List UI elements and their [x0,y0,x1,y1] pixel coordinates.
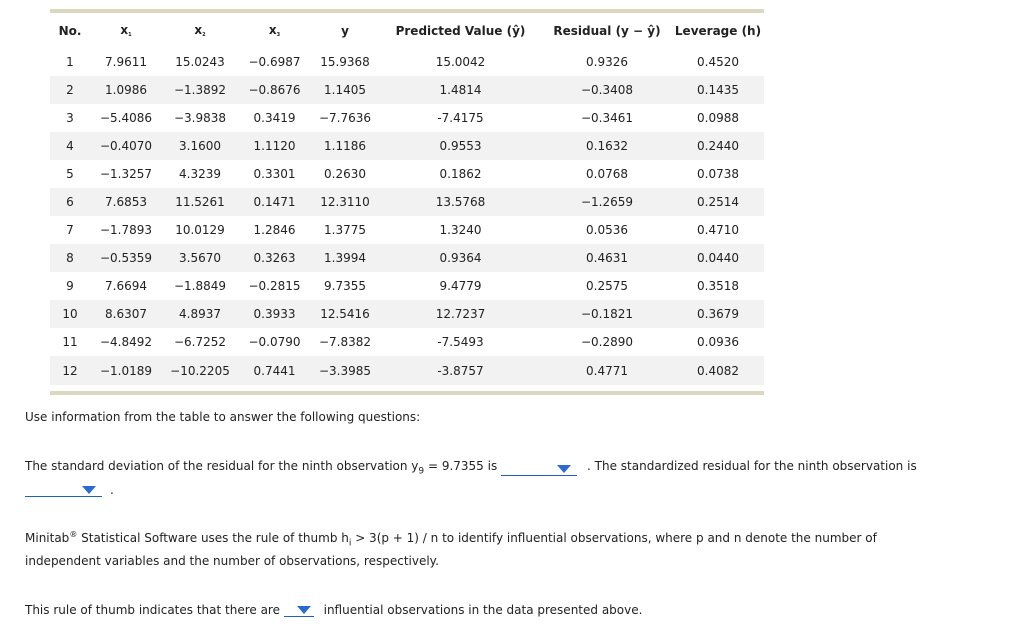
table-cell: −0.1821 [542,300,672,328]
table-cell: 1.1405 [311,76,379,104]
table-cell: 3 [66,111,74,125]
question-1-text-c: . The standardized residual for the ninth observation is [587,459,917,473]
table-cell: 0.0988 [697,111,739,125]
table-cell: 0.3263 [238,244,311,272]
table-cell: 9.4779 [439,279,482,293]
table-cell: 1.1120 [238,132,311,160]
question-1-line [25,459,917,476]
table-cell: 1.4814 [379,76,542,104]
table-cell: −1.3257 [99,167,153,181]
table-cell: 0.0936 [697,335,739,349]
table-cell: 15.0042 [435,55,486,69]
question-1-line-2 [25,482,114,497]
table-cell: 0.2440 [672,132,764,160]
table-cell: −1.7893 [99,223,153,237]
table-cell: −1.0189 [90,356,162,385]
question-1-subscript: 9 [418,466,425,477]
table-cell: 0.9553 [379,132,542,160]
question-2-subscript: i [348,538,352,549]
table-cell: 3.5670 [162,244,238,272]
table-cell: 12.3110 [311,188,379,216]
question-1-text-b: = 9.7355 is [424,459,502,473]
table-cell: −1.8849 [173,279,227,293]
table-row [50,244,764,272]
table-cell: −5.4086 [99,111,153,125]
table-cell: 0.0440 [672,244,764,272]
table-cell: 11.5261 [162,188,238,216]
table-cell: −1.3892 [162,76,238,104]
table-cell: 11 [62,335,78,349]
table-cell: 2 [50,76,90,104]
column-header [162,13,238,48]
table-cell: 1.3775 [324,223,366,237]
table-cell: 1.3994 [311,244,379,272]
table-cell: −0.8676 [238,76,311,104]
table-cell: 4 [50,132,90,160]
table-cell: −3.9838 [173,111,227,125]
table-cell: 12.7237 [379,300,542,328]
table-cell: 7 [66,223,74,237]
table-cell: -7.4175 [437,111,484,125]
table-row [50,356,764,385]
table-cell: 0.3679 [672,300,764,328]
table-cell: 0.0768 [586,167,628,181]
table-cell: −0.6987 [248,55,301,69]
table-cell: −0.4070 [90,132,162,160]
question-2-line-1 [25,530,877,548]
table-cell: 0.4082 [672,356,764,385]
table-cell: 0.9326 [586,55,628,69]
column-header-label: x [120,23,129,37]
table-cell: 8.6307 [90,300,162,328]
table-body [50,48,764,385]
table-cell: 6 [50,188,90,216]
table-row [50,104,764,132]
table-row [50,132,764,160]
table-row [50,160,764,188]
table-cell: 7.6853 [90,188,162,216]
table-cell: -3.8757 [379,356,542,385]
table-cell: 0.7441 [238,356,311,385]
table-cell: 0.1435 [672,76,764,104]
table-cell: 15.0243 [175,55,225,69]
column-header-label: Leverage (h) [674,23,762,38]
table-cell: 1.0986 [90,76,162,104]
table-cell: 0.1862 [439,167,482,181]
column-header [542,13,672,48]
table-cell: −0.3461 [580,111,634,125]
table-cell: 10.0129 [175,223,225,237]
table-cell: 0.2514 [672,188,764,216]
data-table-container [50,9,764,395]
table-cell: 3.1600 [162,132,238,160]
table-cell: 0.4631 [542,244,672,272]
table-cell: 4.3239 [179,167,221,181]
table-cell: 0.0536 [586,223,628,237]
table-cell: 0.1632 [542,132,672,160]
table-cell: 0.3933 [238,300,311,328]
question-2-text-c: > 3(p + 1) / n to identify influential observations, where p and n denote the number of [351,531,877,545]
table-cell: 1.3240 [439,223,482,237]
table-cell: 5 [66,167,74,181]
table-cell: 0.4520 [697,55,739,69]
table-cell: 13.5768 [379,188,542,216]
question-3-text-b: influential observations in the data presented above. [319,603,643,617]
chevron-down-icon [297,606,311,614]
chevron-down-icon [557,465,571,473]
table-cell: −0.2890 [580,335,634,349]
influential-count-dropdown[interactable] [284,602,314,617]
column-header-label: x [194,23,203,37]
table-cell: 8 [50,244,90,272]
chevron-down-icon [82,486,96,494]
table-row [50,76,764,104]
std-dev-residual-dropdown[interactable] [501,461,577,476]
table-row [50,48,764,76]
standardized-residual-dropdown[interactable] [25,482,102,497]
table-cell: 10 [50,300,90,328]
table-cell: −6.7252 [173,335,227,349]
table-cell: 12 [50,356,90,385]
table-cell: −10.2205 [162,356,238,385]
question-3-line [25,602,642,617]
table-cell: 0.4771 [542,356,672,385]
table-cell: −0.0790 [248,335,301,349]
table-cell: −7.8382 [318,335,372,349]
table-row [50,300,764,328]
column-header [311,13,379,48]
table-cell: 1 [66,55,74,69]
table-cell: 0.3518 [697,279,739,293]
column-header-label: Predicted Value (ŷ) [395,23,526,38]
table-cell: 0.1471 [238,188,311,216]
table-cell: 1.1186 [311,132,379,160]
table-cell: −0.2815 [248,279,301,293]
table-row [50,272,764,300]
table-cell: 4.8937 [162,300,238,328]
instructions-text: Use information from the table to answer the following questions: [25,410,421,424]
column-header-subscript: 1 [128,32,132,38]
column-header-subscript: 2 [202,32,206,38]
column-header [50,13,90,48]
table-cell: −0.5359 [90,244,162,272]
table-row [50,188,764,216]
table-cell: 0.2575 [586,279,628,293]
table-cell: 0.3301 [253,167,296,181]
question-2-text-b: Statistical Software uses the rule of thumb h [77,531,349,545]
table-bottom-rule [50,391,764,395]
table-cell: 9 [66,279,74,293]
table-row [50,216,764,244]
table-cell: 0.2630 [324,167,366,181]
registered-mark: ® [69,530,78,539]
column-header-label: y [341,23,349,38]
table-row [50,328,764,356]
table-cell: 12.5416 [311,300,379,328]
table-cell: 15.9368 [320,55,370,69]
regression-table [50,13,764,385]
question-2-text-a: Minitab [25,531,70,545]
table-cell: 0.4710 [697,223,739,237]
column-header-subscript: 3 [276,32,281,38]
table-cell: −0.3408 [542,76,672,104]
table-cell: 0.3419 [253,111,296,125]
table-cell: −3.3985 [311,356,379,385]
column-header [90,13,162,48]
column-header-label: Residual (y − ŷ) [553,23,661,38]
column-header [379,13,542,48]
table-header-row [50,13,764,48]
table-cell: −4.8492 [99,335,153,349]
table-cell: -7.5493 [437,335,484,349]
table-cell: 1.2846 [253,223,296,237]
table-cell: 7.9611 [105,55,147,69]
question-3-text-a: This rule of thumb indicates that there are [25,603,284,617]
column-header-label: x [268,23,277,37]
table-cell: 0.0738 [697,167,739,181]
column-header [672,13,764,48]
table-cell: 7.6694 [105,279,147,293]
table-cell: 9.7355 [324,279,366,293]
table-cell: 0.9364 [379,244,542,272]
table-cell: −7.7636 [318,111,372,125]
table-cell: −1.2659 [542,188,672,216]
column-header [238,13,311,48]
question-1-text-d: . [110,483,114,497]
column-header-label: No. [58,23,82,38]
question-2-line-2: independent variables and the number of observations, respectively. [25,554,439,568]
question-1-text-a: The standard deviation of the residual for the ninth observation y [25,459,419,473]
